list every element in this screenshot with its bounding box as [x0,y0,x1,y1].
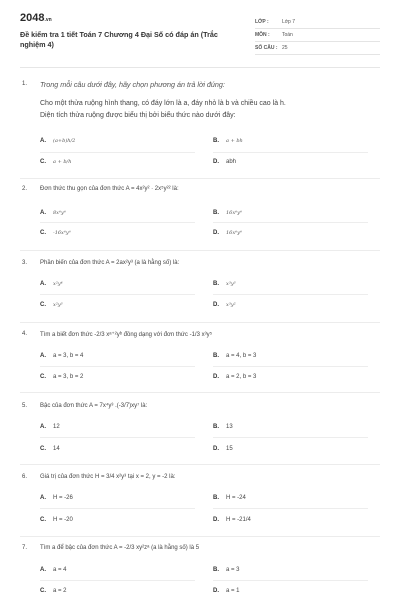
option-c[interactable] [40,159,71,165]
site-logo[interactable] [20,12,52,24]
option-a[interactable] [40,210,66,216]
option-text: a = 4 [53,567,67,573]
option-a[interactable] [40,567,67,573]
option-label: D. [213,159,219,165]
question-text: Tìm a để bậc của đơn thức A = -2/3 xy²zᵃ (a là hằng số) là 5 [40,545,200,551]
option-c[interactable] [40,588,67,594]
option-label: D. [213,517,219,523]
option-text: 13 [226,424,233,430]
option-label: C. [40,159,46,165]
question-text: Trong mỗi câu dưới đây, hãy chọn phương án trả lời đúng: [40,80,225,89]
option-text: a + b/h [53,159,72,165]
question-text: Giá trị của đơn thức H = 3/4 x²y³ tại x = 2, y = -2 là: [40,474,176,480]
meta-value: Toán [282,32,293,38]
option-c[interactable] [40,302,63,308]
option-b[interactable] [213,424,233,430]
option-c[interactable] [40,230,71,236]
option-text: -16x⁶y⁶ [53,230,71,236]
page-title: Đề kiểm tra 1 tiết Toán 7 Chương 4 Đại Số có đáp án (Trắc nghiệm 4) [20,30,218,49]
question-body-line: Cho một thửa ruộng hình thang, có đáy lớn là a, đáy nhỏ là b và chiều cao là h. [40,100,286,107]
option-label: C. [40,588,46,594]
option-text: a = 2, b = 3 [226,374,257,380]
option-text: a = 3 [226,567,240,573]
page-header [0,0,400,62]
option-text: 8x⁶y⁶ [53,210,66,216]
question-separator [20,322,380,323]
option-label: A. [40,281,46,287]
option-text: 16x⁶y⁶ [226,210,243,216]
meta-key: LỚP : [255,19,269,25]
option-b[interactable] [213,138,243,144]
option-label: B. [213,567,219,573]
option-underline [213,508,368,509]
option-d[interactable] [213,374,256,380]
question-number: 2. [22,186,28,192]
question-number: 5. [22,403,28,409]
option-label: B. [213,353,219,359]
option-underline [213,152,368,153]
option-text: 15 [226,446,233,452]
option-text: x³y³ [226,281,236,287]
option-a[interactable] [40,495,73,501]
option-underline [40,437,195,438]
question-separator [20,464,380,465]
meta-key: SỐ CÂU : [255,45,278,51]
option-text: a = 2 [53,588,67,594]
option-underline [40,222,195,223]
question-text: Bậc của đơn thức A = 7x⁴y³ .(-3/7)xy⁷ là: [40,403,148,409]
option-label: D. [213,230,219,236]
option-label: B. [213,424,219,430]
option-a[interactable] [40,353,83,359]
option-underline [213,294,368,295]
question-number: 7. [22,545,28,551]
option-label: B. [213,495,219,501]
option-d[interactable] [213,230,242,236]
option-b[interactable] [213,210,242,216]
option-text: a = 1 [226,588,240,594]
option-underline [40,366,195,367]
option-underline [40,294,195,295]
option-b[interactable] [213,567,240,573]
option-text: x²y³ [53,302,63,308]
option-c[interactable] [40,374,83,380]
option-label: C. [40,374,46,380]
question-number: 6. [22,474,28,480]
header-divider [20,67,380,68]
option-label: A. [40,138,46,144]
option-label: C. [40,230,46,236]
option-underline [213,222,368,223]
option-text: x²y⁴ [53,281,63,287]
option-a[interactable] [40,281,63,287]
meta-value: Lớp 7 [282,19,296,25]
option-text: H = -21/4 [226,517,251,523]
option-label: D. [213,588,219,594]
meta-row-subject [255,30,380,42]
option-b[interactable] [213,281,236,287]
option-text: 14 [53,446,60,452]
option-text: a + bh [226,138,243,144]
option-d[interactable] [213,446,233,452]
option-label: C. [40,302,46,308]
question-separator [20,178,380,179]
question-text: Đơn thức thu gọn của đơn thức A = 4x²y² · 2x⁵y²² là: [40,186,179,192]
logo-suffix: .vn [44,17,52,23]
option-underline [40,152,195,153]
option-b[interactable] [213,495,246,501]
option-a[interactable] [40,138,75,144]
question-number: 3. [22,260,28,266]
option-text: (a+b)h/2 [53,138,76,144]
option-underline [40,580,195,581]
option-underline [40,508,195,509]
option-d[interactable] [213,159,236,165]
option-label: C. [40,446,46,452]
option-label: B. [213,281,219,287]
question-number: 1. [22,81,28,87]
option-text: x³y² [226,302,236,308]
option-text: a = 3, b = 2 [53,374,84,380]
option-text: 16x⁶y⁶ [226,230,243,236]
option-label: A. [40,424,46,430]
option-label: A. [40,567,46,573]
option-a[interactable] [40,424,60,430]
option-text: 12 [53,424,60,430]
option-label: C. [40,517,46,523]
option-d[interactable] [213,588,240,594]
option-d[interactable] [213,302,236,308]
option-text: H = -24 [226,495,246,501]
question-separator [20,536,380,537]
option-label: A. [40,210,46,216]
question-separator [20,392,380,393]
question-body-line: Diện tích thửa ruộng được biểu thị bởi biểu thức nào dưới đây: [40,112,236,119]
question-separator [20,250,380,251]
option-label: D. [213,374,219,380]
option-label: D. [213,302,219,308]
option-text: H = -20 [53,517,73,523]
question-text: Phần biến của đơn thức A = 2ax²y³ (a là hằng số) là: [40,260,180,266]
option-b[interactable] [213,353,256,359]
option-c[interactable] [40,446,60,452]
option-label: D. [213,446,219,452]
option-text: H = -26 [53,495,73,501]
meta-row-class [255,17,380,29]
option-d[interactable] [213,517,251,523]
option-text: a = 4, b = 3 [226,353,257,359]
option-label: B. [213,210,219,216]
logo-text: 2048 [20,12,45,24]
option-underline [213,366,368,367]
option-label: A. [40,495,46,501]
option-underline [213,437,368,438]
option-label: A. [40,353,46,359]
meta-row-count [255,43,380,55]
option-underline [213,580,368,581]
meta-value: 25 [282,45,288,51]
option-label: B. [213,138,219,144]
option-text: abh [226,159,237,165]
meta-key: MÔN : [255,32,270,38]
option-c[interactable] [40,517,73,523]
question-text: Tìm a biết đơn thức -2/3 xᵃ⁺²yᵇ đồng dạng với đơn thức -1/3 x³y⁵ [40,332,213,338]
question-number: 4. [22,331,28,337]
option-text: a = 3, b = 4 [53,353,84,359]
